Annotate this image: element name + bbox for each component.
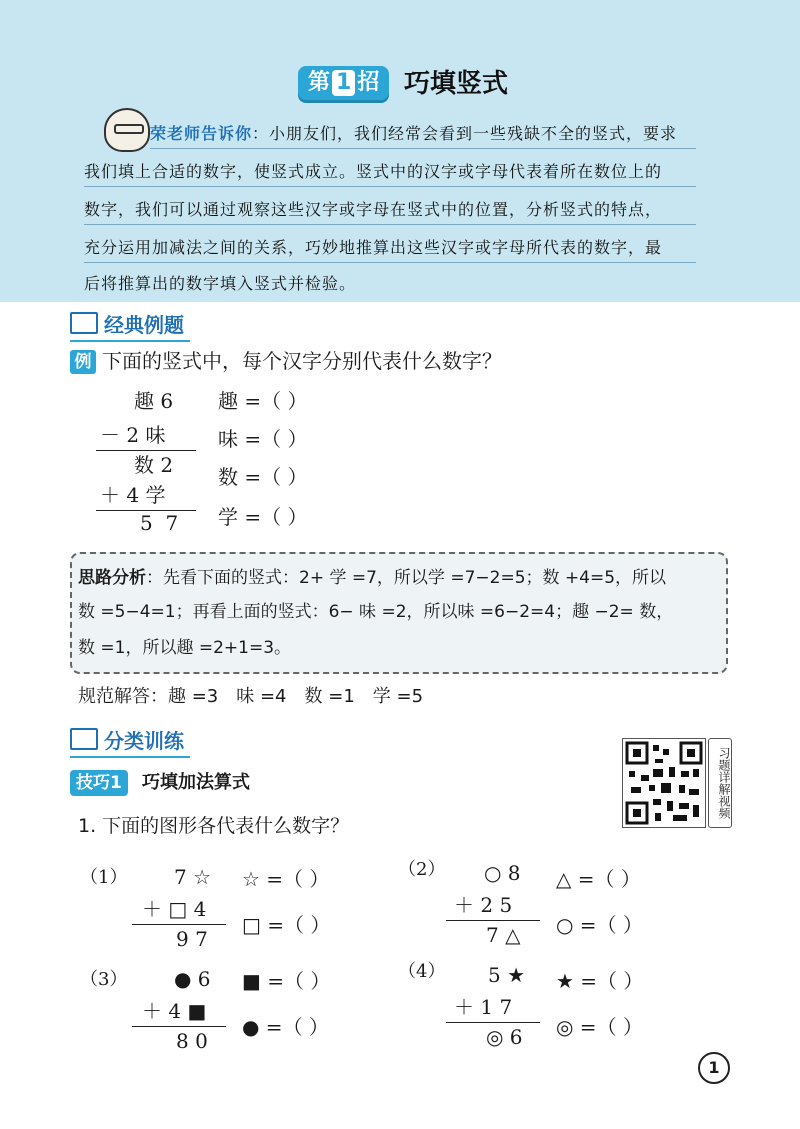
qr-label: 习题详解视频	[708, 738, 732, 828]
answer-equation: □ =（ ）	[242, 913, 331, 937]
example-badge: 例	[70, 350, 96, 374]
problem-middle-row: ＋ □ 4	[142, 897, 207, 921]
problem-middle-row: ＋ 2 5	[454, 893, 513, 917]
intro-line-3: 数字，我们可以通过观察这些汉字或字母在竖式中的位置，分析竖式的特点，	[84, 200, 663, 219]
answer-equation: ■ =（ ）	[242, 969, 331, 993]
intro-rule	[84, 224, 696, 225]
problem-number: （4）	[398, 961, 446, 982]
answer-equation: ★ =（ ）	[556, 969, 644, 993]
problem-middle-row: ＋ 4 ■	[142, 999, 207, 1023]
example-question: 下面的竖式中，每个汉字分别代表什么数字？	[102, 349, 502, 373]
intro-line-1: 荣老师告诉你：小朋友们，我们经常会看到一些残缺不全的竖式，要求	[150, 124, 678, 143]
calc-row: ＋ 4 学	[100, 483, 166, 507]
calc-row: 趣 6	[134, 389, 174, 413]
section-underline	[70, 340, 190, 342]
book-icon	[70, 728, 98, 750]
answer-equation: ● =（ ）	[242, 1015, 329, 1039]
answer-equation: ○ =（ ）	[556, 913, 643, 937]
qr-code-icon[interactable]	[622, 738, 706, 828]
problem-result-row: ◎ 6	[486, 1025, 523, 1049]
lesson-badge	[298, 66, 389, 100]
analysis-label: 思路分析	[78, 568, 146, 588]
problem-top-row: ● 6	[174, 967, 211, 991]
calc-row: 5 7	[140, 511, 179, 535]
analysis-line-3: 数 =1，所以趣 =2+1=3。	[78, 638, 292, 658]
answer-equation: 趣 =（ ）	[218, 389, 308, 413]
problem-number: （2）	[398, 859, 446, 880]
problem-result-row: 9 7	[176, 927, 208, 951]
badge-prefix: 第	[308, 70, 331, 95]
problem-result-row: 7 △	[486, 923, 521, 947]
badge-number: 1	[332, 70, 355, 96]
intro-line-2: 我们填上合适的数字，使竖式成立。竖式中的汉字或字母代表着所在数位上的	[84, 162, 663, 181]
answer-equation: 味 =（ ）	[218, 427, 308, 451]
answer-equation: 学 =（ ）	[218, 505, 308, 529]
problem-top-row: 5 ★	[488, 963, 526, 987]
problem-top-row: ○ 8	[484, 861, 521, 885]
question-1: 1. 下面的图形各代表什么数字？	[78, 815, 350, 837]
teacher-avatar-icon	[104, 108, 150, 152]
intro-line-4: 充分运用加减法之间的关系，巧妙地推算出这些汉字或字母所代表的数字，最	[84, 238, 663, 257]
problem-number: （3）	[80, 969, 128, 990]
calc-row: 数 2	[134, 453, 174, 477]
calc-row: － 2 味	[100, 423, 166, 447]
problem-number: （1）	[80, 867, 128, 888]
analysis-line-2: 数 =5−4=1；再看上面的竖式：6− 味 =2，所以味 =6−2=4；趣 −2= 数，	[78, 602, 674, 622]
problem-result-row: 8 0	[176, 1029, 208, 1053]
intro-rule	[84, 262, 696, 263]
book-icon	[70, 312, 98, 334]
section-classic-heading: 经典例题	[70, 312, 184, 338]
skill-title: 巧填加法算式	[142, 772, 250, 793]
answer-equation: △ =（ ）	[556, 867, 641, 891]
lesson-title: 巧填竖式	[404, 69, 509, 99]
section-underline	[70, 756, 190, 758]
problem-top-row: 7 ☆	[174, 865, 212, 889]
badge-suffix: 招	[357, 70, 380, 95]
analysis-line-1: 思路分析：先看下面的竖式：2+ 学 =7，所以学 =7−2=5；数 +4=5，所以	[78, 568, 667, 588]
answer-equation: ☆ =（ ）	[242, 867, 330, 891]
skill-badge: 技巧1	[70, 770, 128, 796]
page-number: 1	[698, 1052, 730, 1084]
intro-rule	[84, 186, 696, 187]
answer-equation: ◎ =（ ）	[556, 1015, 643, 1039]
problem-middle-row: ＋ 1 7	[454, 995, 513, 1019]
answer-equation: 数 =（ ）	[218, 465, 308, 489]
section-training-heading: 分类训练	[70, 728, 184, 754]
standard-answer: 规范解答：趣 =3 味 =4 数 =1 学 =5	[78, 686, 424, 707]
intro-line-5: 后将推算出的数字填入竖式并检验。	[84, 274, 357, 293]
intro-rule	[150, 148, 696, 149]
intro-speaker: 荣老师告诉你	[150, 124, 253, 143]
